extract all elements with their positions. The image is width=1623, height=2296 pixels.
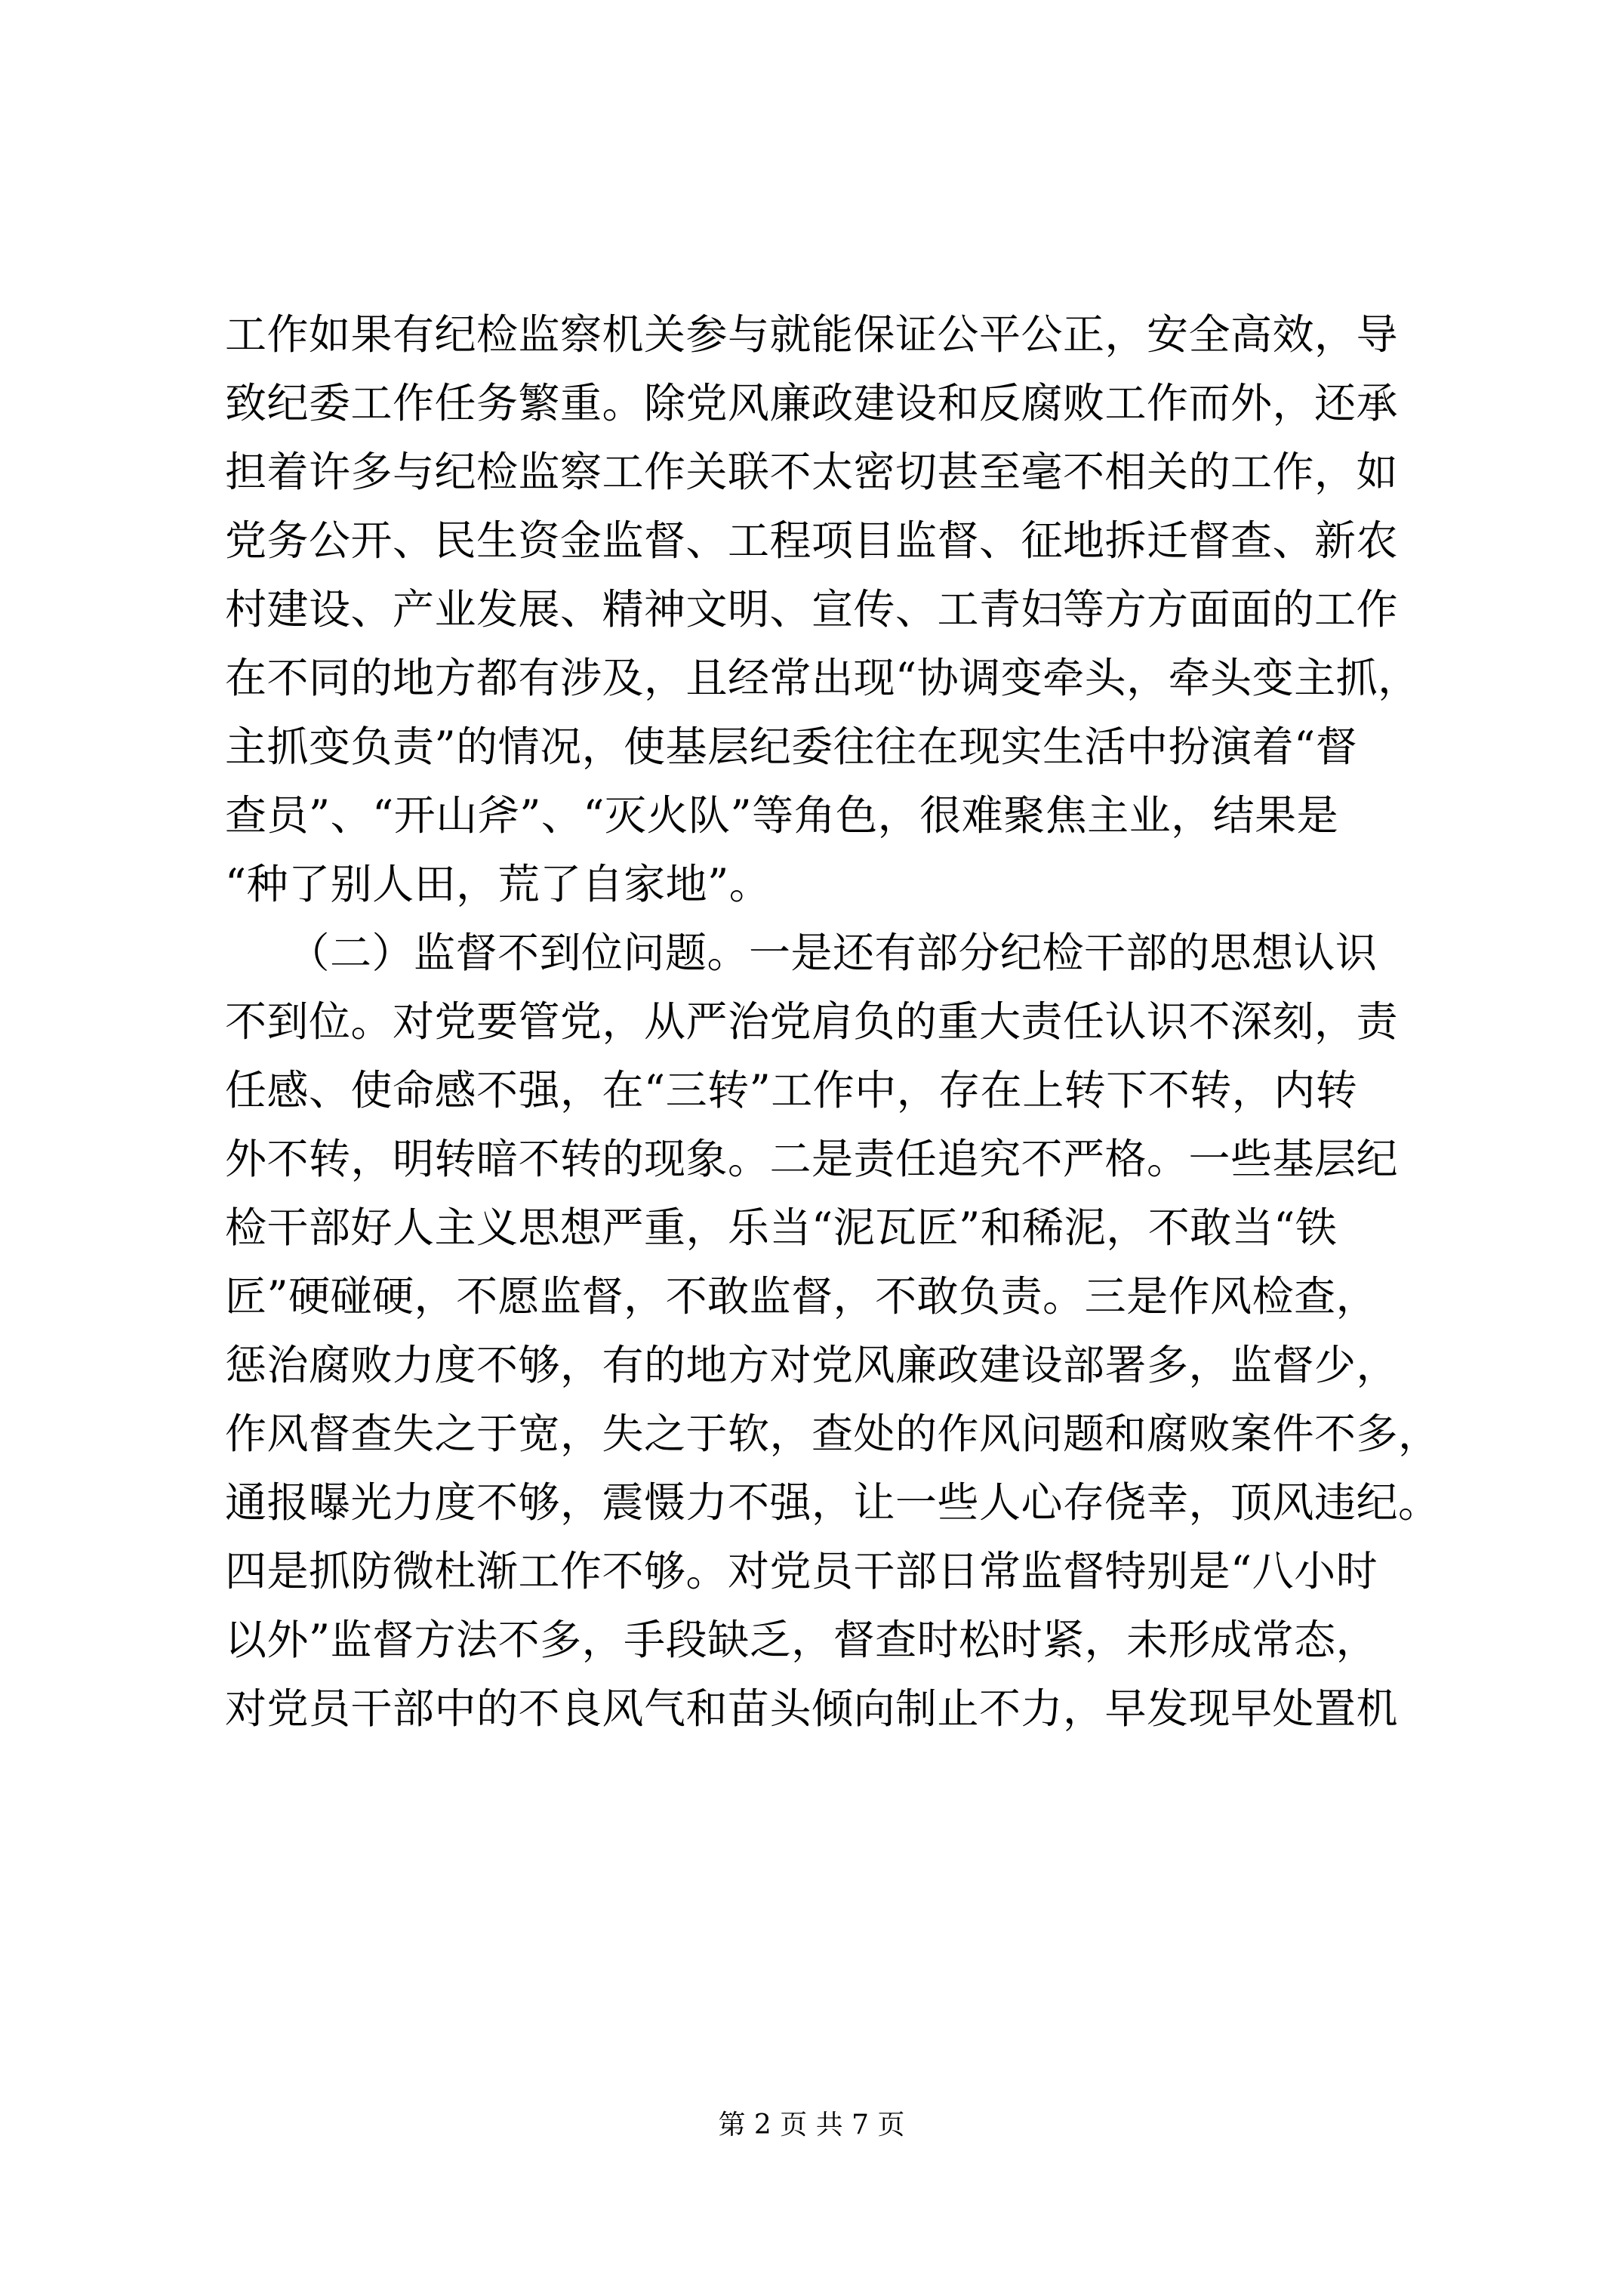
text-line: 担着许多与纪检监察工作关联不太密切甚至毫不相关的工作，如: [225, 448, 1399, 496]
text-line: “种了别人田，荒了自家地”。: [225, 860, 771, 908]
text-line: 外不转，明转暗不转的现象。二是责任追究不严格。一些基层纪: [225, 1135, 1399, 1183]
text-line: 匠”硬碰硬，不愿监督，不敢监督，不敢负责。三是作风检查，: [225, 1272, 1378, 1321]
text-line: 惩治腐败力度不够，有的地方对党风廉政建设部署多，监督少，: [225, 1341, 1399, 1389]
text-line: 任感、使命感不强，在“三转”工作中，存在上转下不转，内转: [225, 1066, 1358, 1114]
text-line: 以外”监督方法不多，手段缺乏，督查时松时紧，未形成常态，: [225, 1616, 1378, 1664]
text-line: 四是抓防微杜渐工作不够。对党员干部日常监督特别是“八小时: [225, 1547, 1378, 1595]
text-line: （二）监督不到位问题。一是还有部分纪检干部的思想认识: [225, 929, 1378, 977]
text-line: 对党员干部中的不良风气和苗头倾向制止不力，早发现早处置机: [225, 1684, 1399, 1733]
text-line: 检干部好人主义思想严重，乐当“泥瓦匠”和稀泥，不敢当“铁: [225, 1203, 1338, 1252]
text-line: 作风督查失之于宽，失之于软，查处的作风问题和腐败案件不多，: [225, 1410, 1440, 1458]
text-line: 村建设、产业发展、精神文明、宣传、工青妇等方方面面的工作: [225, 585, 1399, 633]
text-line: 致纪委工作任务繁重。除党风廉政建设和反腐败工作而外，还承: [225, 379, 1399, 427]
text-line: 党务公开、民生资金监督、工程项目监督、征地拆迁督查、新农: [225, 516, 1399, 565]
page-number-footer: 第 2 页 共 7 页: [718, 2110, 905, 2140]
text-line: 查员”、“开山斧”、“灭火队”等角色，很难聚焦主业，结果是: [225, 791, 1339, 840]
text-line: 工作如果有纪检监察机关参与就能保证公平公正，安全高效，导: [225, 310, 1399, 359]
text-line: 主抓变负责”的情况，使基层纪委往往在现实生活中扮演着“督: [225, 723, 1358, 771]
text-line: 通报曝光力度不够，震慑力不强，让一些人心存侥幸，顶风违纪。: [225, 1478, 1440, 1527]
text-line: 不到位。对党要管党，从严治党肩负的重大责任认识不深刻，责: [225, 997, 1399, 1046]
text-line: 在不同的地方都有涉及，且经常出现“协调变牵头，牵头变主抓，: [225, 654, 1420, 702]
